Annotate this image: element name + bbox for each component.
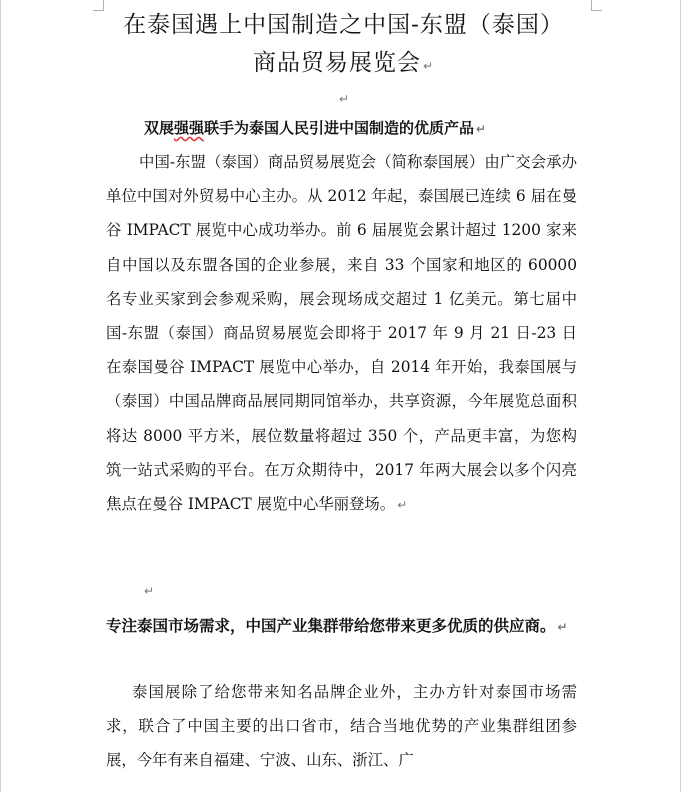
paragraph-mark-icon: ↵ [422,59,435,73]
section2-heading[interactable] [106,609,577,644]
title-text: 在泰国遇上中国制造之中国-东盟（泰国） [123,12,564,38]
empty-paragraph-mark-icon[interactable]: ↵ [339,92,350,106]
paragraph-mark-icon: ↵ [397,498,408,513]
section1-heading[interactable] [144,117,486,138]
title-text: 商品贸易展览会 [252,50,421,76]
section2-body-paragraph[interactable] [106,675,577,778]
paragraph-mark-icon: ↵ [476,122,487,136]
document-title-line-2[interactable] [61,44,626,77]
section1-body-paragraph[interactable] [106,145,577,522]
spellcheck-flagged-text: 强强 [174,119,205,137]
heading-text: 联手为泰国人民引进中国制造的优质产品 [204,119,475,137]
empty-paragraph-mark-icon[interactable]: ↵ [144,584,155,598]
heading-text: 专注泰国市场需求，中国产业集群带给您带来更多优质的供应商。 [106,616,556,635]
body-text: 中国-东盟（泰国）商品贸易展览会（简称泰国展）由广交会承办单位中国对外贸易中心主办。从 2012 年起，泰国展已连续 6 届在曼谷 IMPACT 展览中心成功举办。前 6 届展览会累计超过 1200 家来自中国以及东盟各国的企业参展，来自 33 个国家和地区的 60000 名专业买家到会参观采购，展会现场成交超过 1 亿美元。第七届中国-东盟（泰国）商品贸易展览会即将于 2017 年 9 月 21 日-23 日在泰国曼谷 IMPACT 展览中心举办，自 2014 年开始，我泰国展与（泰国）中国品牌商品展同期同馆举办，共享资源，今年展览总面积将达 8000 平方米，展位数量将超过 350 个，产品更丰富，为您构筑一站式采购的平台。在万众期待中，2017 年两大展会以多个闪亮焦点在曼谷 IMPACT 展览中心华丽登场。 [106,153,577,514]
paragraph-mark-icon: ↵ [557,620,568,634]
document-title-line-1[interactable] [61,6,626,39]
body-text: 泰国展除了给您带来知名品牌企业外，主办方针对泰国市场需求，联合了中国主要的出口省市，结合当地优势的产业集群组团参展，今年有来自福建、宁波、山东、浙江、广 [106,683,577,770]
heading-text: 双展 [144,119,175,137]
